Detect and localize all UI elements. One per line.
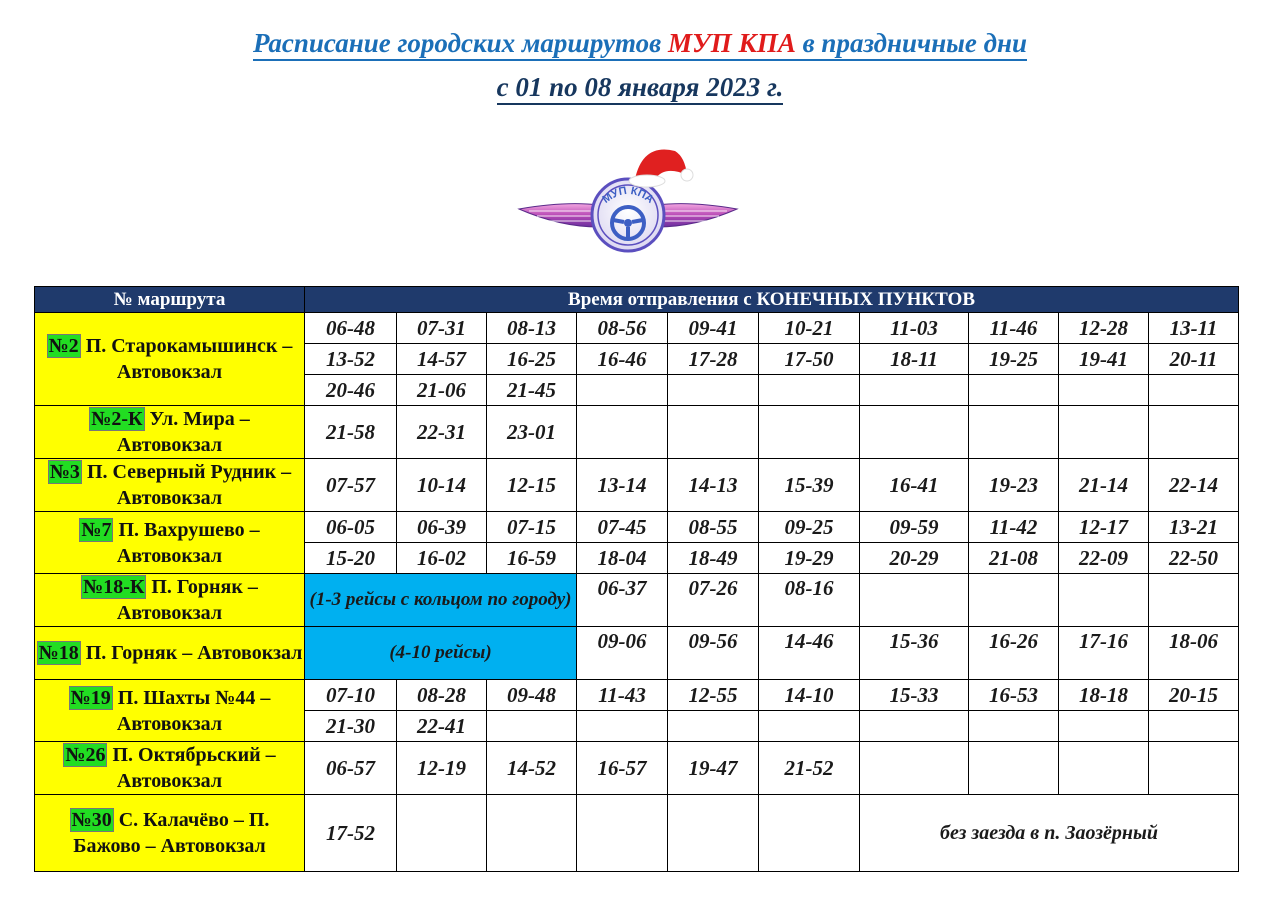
- departure-time: 15-20: [305, 543, 397, 574]
- departure-time: 16-02: [397, 543, 487, 574]
- departure-time: [1059, 375, 1149, 406]
- route-number: №18: [38, 642, 79, 664]
- header-route: № маршрута: [35, 287, 305, 313]
- departure-time: 11-42: [969, 512, 1059, 543]
- departure-time: 09-41: [668, 313, 759, 344]
- departure-time: [1149, 711, 1239, 742]
- route-cell: [35, 795, 305, 872]
- company-logo: [515, 135, 741, 261]
- departure-time: [860, 574, 969, 627]
- departure-time: 21-08: [969, 543, 1059, 574]
- table-row: [35, 574, 1239, 627]
- departure-time: [759, 375, 860, 406]
- departure-time: 06-37: [577, 574, 668, 627]
- route-number: №30: [71, 809, 112, 831]
- departure-time: 19-25: [969, 344, 1059, 375]
- departure-time: [1149, 742, 1239, 795]
- departure-time: 16-46: [577, 344, 668, 375]
- departure-time: [759, 406, 860, 459]
- title-company: МУП КПА: [667, 28, 796, 58]
- departure-time: 22-41: [397, 711, 487, 742]
- route-cell: [35, 459, 305, 512]
- route-number: №19: [70, 686, 111, 709]
- departure-time: 20-15: [1149, 680, 1239, 711]
- departure-time: [1059, 711, 1149, 742]
- departure-time: 08-56: [577, 313, 668, 344]
- route-number: №7: [81, 518, 112, 541]
- table-row: [35, 512, 1239, 543]
- table-row: [35, 459, 1239, 512]
- departure-time: 13-21: [1149, 512, 1239, 543]
- table-header-row: [35, 287, 1239, 313]
- departure-time: [860, 742, 969, 795]
- departure-time: 20-11: [1149, 344, 1239, 375]
- logo-text: МУП КПА: [600, 184, 656, 206]
- departure-time: 17-16: [1059, 627, 1149, 680]
- schedule-table: [34, 286, 1239, 872]
- table-row: [35, 742, 1239, 795]
- departure-time: 23-01: [487, 406, 577, 459]
- departure-time: 14-57: [397, 344, 487, 375]
- route-name: П. Горняк – Автовокзал: [80, 642, 303, 664]
- page-title: [0, 26, 1280, 60]
- departure-time: 16-41: [860, 459, 969, 512]
- route-name: П. Северный Рудник – Автовокзал: [81, 461, 292, 509]
- route-note: (1-3 рейсы с кольцом по городу): [305, 574, 577, 627]
- departure-time: 22-50: [1149, 543, 1239, 574]
- departure-time: 17-52: [305, 795, 397, 872]
- departure-time: [969, 742, 1059, 795]
- departure-time: 22-14: [1149, 459, 1239, 512]
- departure-time: 21-30: [305, 711, 397, 742]
- route-note: (4-10 рейсы): [305, 627, 577, 680]
- departure-time: [1059, 406, 1149, 459]
- departure-time: 11-03: [860, 313, 969, 344]
- departure-time: 18-06: [1149, 627, 1239, 680]
- route-number: №26: [65, 744, 106, 766]
- departure-time: [577, 406, 668, 459]
- departure-time: 21-58: [305, 406, 397, 459]
- departure-time: 19-41: [1059, 344, 1149, 375]
- route-name: П. Октябрьский – Автовокзал: [107, 744, 276, 792]
- departure-time: 07-26: [668, 574, 759, 627]
- departure-time: [668, 406, 759, 459]
- departure-time: 20-46: [305, 375, 397, 406]
- departure-time: 17-50: [759, 344, 860, 375]
- table-row: [35, 406, 1239, 459]
- departure-time: [487, 711, 577, 742]
- departure-time: 16-57: [577, 742, 668, 795]
- departure-time: 16-53: [969, 680, 1059, 711]
- departure-time: 07-45: [577, 512, 668, 543]
- departure-time: 06-39: [397, 512, 487, 543]
- route-cell: [35, 406, 305, 459]
- departure-time: 19-47: [668, 742, 759, 795]
- departure-time: 18-18: [1059, 680, 1149, 711]
- title-text-end: в праздничные дни: [795, 28, 1028, 58]
- departure-time: 14-46: [759, 627, 860, 680]
- departure-time: 14-13: [668, 459, 759, 512]
- departure-time: [969, 711, 1059, 742]
- route-number: №2-К: [91, 408, 143, 430]
- route-number: №18-К: [83, 576, 145, 598]
- departure-time: 14-10: [759, 680, 860, 711]
- departure-time: [969, 574, 1059, 627]
- departure-time: 09-25: [759, 512, 860, 543]
- departure-time: [668, 375, 759, 406]
- title-text: Расписание городских маршрутов: [252, 28, 668, 58]
- departure-time: 14-52: [487, 742, 577, 795]
- departure-time: [969, 406, 1059, 459]
- departure-time: 16-59: [487, 543, 577, 574]
- departure-time: 10-21: [759, 313, 860, 344]
- departure-time: 17-28: [668, 344, 759, 375]
- date-range: с 01 по 08 января 2023 г.: [497, 72, 784, 105]
- departure-time: 20-29: [860, 543, 969, 574]
- departure-time: 13-52: [305, 344, 397, 375]
- departure-time: 21-52: [759, 742, 860, 795]
- departure-time: 10-14: [397, 459, 487, 512]
- departure-time: 09-48: [487, 680, 577, 711]
- departure-time: 18-04: [577, 543, 668, 574]
- empty-cell: [759, 795, 860, 872]
- route-cell: [35, 574, 305, 627]
- departure-time: 16-26: [969, 627, 1059, 680]
- departure-time: 13-14: [577, 459, 668, 512]
- departure-time: [759, 711, 860, 742]
- departure-time: 15-36: [860, 627, 969, 680]
- empty-cell: [487, 795, 577, 872]
- departure-time: 09-56: [668, 627, 759, 680]
- header-times: Время отправления с КОНЕЧНЫХ ПУНКТОВ: [305, 287, 1239, 313]
- departure-time: [860, 406, 969, 459]
- departure-time: [577, 711, 668, 742]
- departure-time: 22-09: [1059, 543, 1149, 574]
- departure-time: 16-25: [487, 344, 577, 375]
- departure-time: 06-57: [305, 742, 397, 795]
- departure-time: [1059, 574, 1149, 627]
- route-name: С. Калачёво – П. Бажово – Автовокзал: [73, 809, 270, 857]
- departure-time: [1059, 742, 1149, 795]
- departure-time: 12-15: [487, 459, 577, 512]
- departure-time: 09-06: [577, 627, 668, 680]
- route-remark: без заезда в п. Заозёрный: [860, 795, 1239, 872]
- departure-time: 12-19: [397, 742, 487, 795]
- route-name: П. Шахты №44 – Автовокзал: [112, 686, 271, 735]
- departure-time: [668, 711, 759, 742]
- route-name: П. Горняк – Автовокзал: [116, 576, 258, 624]
- departure-time: [969, 375, 1059, 406]
- page-subtitle: [0, 70, 1280, 104]
- empty-cell: [577, 795, 668, 872]
- departure-time: [1149, 574, 1239, 627]
- departure-time: 12-17: [1059, 512, 1149, 543]
- departure-time: 08-28: [397, 680, 487, 711]
- departure-time: [860, 711, 969, 742]
- departure-time: [1149, 406, 1239, 459]
- departure-time: 06-05: [305, 512, 397, 543]
- table-row: [35, 795, 1239, 872]
- route-name: П. Вахрушево – Автовокзал: [113, 518, 260, 567]
- empty-cell: [397, 795, 487, 872]
- table-row: [35, 680, 1239, 711]
- departure-time: 11-46: [969, 313, 1059, 344]
- departure-time: 08-13: [487, 313, 577, 344]
- departure-time: 21-14: [1059, 459, 1149, 512]
- departure-time: 07-10: [305, 680, 397, 711]
- departure-time: 07-31: [397, 313, 487, 344]
- departure-time: 11-43: [577, 680, 668, 711]
- departure-time: 07-57: [305, 459, 397, 512]
- departure-time: 07-15: [487, 512, 577, 543]
- route-cell: [35, 313, 305, 406]
- departure-time: 22-31: [397, 406, 487, 459]
- departure-time: 08-55: [668, 512, 759, 543]
- departure-time: 19-29: [759, 543, 860, 574]
- departure-time: 06-48: [305, 313, 397, 344]
- departure-time: 12-28: [1059, 313, 1149, 344]
- departure-time: [1149, 375, 1239, 406]
- departure-time: 19-23: [969, 459, 1059, 512]
- route-cell: [35, 680, 305, 742]
- table-row: [35, 627, 1239, 680]
- departure-time: 18-49: [668, 543, 759, 574]
- route-cell: [35, 512, 305, 574]
- route-name: П. Старокамышинск – Автовокзал: [80, 335, 293, 383]
- route-cell: [35, 742, 305, 795]
- departure-time: 09-59: [860, 512, 969, 543]
- route-cell: [35, 627, 305, 680]
- departure-time: 13-11: [1149, 313, 1239, 344]
- table-row: [35, 313, 1239, 344]
- route-name: Ул. Мира – Автовокзал: [116, 408, 250, 456]
- route-number: №3: [49, 461, 80, 483]
- departure-time: [860, 375, 969, 406]
- departure-time: 08-16: [759, 574, 860, 627]
- departure-time: 15-33: [860, 680, 969, 711]
- departure-time: 21-45: [487, 375, 577, 406]
- departure-time: 18-11: [860, 344, 969, 375]
- departure-time: 15-39: [759, 459, 860, 512]
- route-number: №2: [48, 335, 79, 357]
- departure-time: 12-55: [668, 680, 759, 711]
- empty-cell: [668, 795, 759, 872]
- departure-time: [577, 375, 668, 406]
- departure-time: 21-06: [397, 375, 487, 406]
